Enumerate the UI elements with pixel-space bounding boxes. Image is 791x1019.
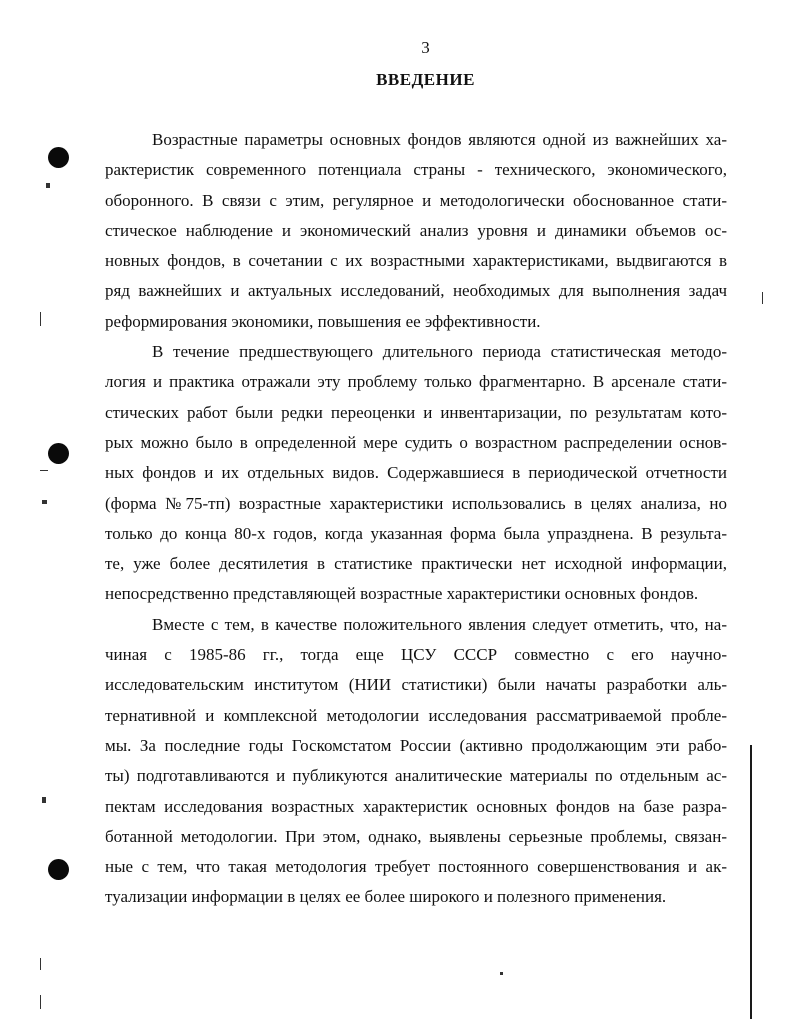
page-title: ВВЕДЕНИЕ — [376, 70, 475, 89]
text-line: непосредственно представляющей возрастные характеристики основных фондов. — [105, 584, 699, 604]
paragraph-1 — [105, 125, 727, 337]
text-line: логия и практика отражали эту проблему только фрагментарно. В арсенале стати- — [105, 372, 727, 392]
text-line: пектам исследования возрастных характеристик основных фондов на базе разра- — [105, 796, 727, 816]
punch-hole-icon — [48, 147, 69, 168]
text-line: ты) подготавливаются и публикуются аналитические материалы по отдельным ас- — [105, 766, 727, 786]
scan-speck — [40, 312, 41, 326]
scan-speck — [40, 995, 41, 1009]
scan-speck — [40, 958, 41, 970]
text-line: ные с тем, что такая методология требует постоянного совершенствования и ак- — [105, 857, 727, 877]
document-body — [105, 125, 727, 913]
text-line: ботанной методологии. При этом, однако, выявлены серьезные проблемы, связан- — [105, 826, 727, 846]
text-line: ряд важнейших и актуальных исследований, необходимых для выполнения задач — [105, 281, 727, 301]
text-line: мы. За последние годы Госкомстатом России (активно продолжающим эти рабо- — [105, 735, 727, 755]
paragraph-3 — [105, 610, 727, 913]
text-line: (форма №75-тп) возрастные характеристики использовались в целях анализа, но — [105, 493, 727, 513]
scan-speck — [42, 797, 46, 803]
text-line: тернативной и комплексной методологии исследования рассматриваемой пробле- — [105, 705, 727, 725]
scan-edge-line — [750, 745, 752, 1019]
text-line: рых можно было в определенной мере судить о возрастном распределении основ- — [105, 432, 727, 452]
scan-speck — [500, 972, 503, 975]
punch-hole-icon — [48, 443, 69, 464]
text-line: стических работ были редки переоценки и инвентаризации, по результатам кото- — [105, 402, 727, 422]
text-line: ных фондов и их отдельных видов. Содержавшиеся в периодической отчетности — [105, 463, 727, 483]
text-line: рактеристик современного потенциала страны - технического, экономического, — [105, 160, 727, 180]
text-line: чиная с 1985-86 гг., тогда еще ЦСУ СССР совместно с его научно- — [105, 645, 727, 665]
text-line: реформирования экономики, повышения ее эффективности. — [105, 311, 541, 331]
text-line: туализации информации в целях ее более широкого и полезного применения. — [105, 887, 667, 907]
paragraph-2 — [105, 337, 727, 610]
scan-speck — [42, 500, 47, 504]
punch-hole-icon — [48, 859, 69, 880]
scan-speck — [46, 183, 50, 188]
scan-speck — [762, 292, 763, 304]
text-line: те, уже более десятилетия в статистике практически нет исходной информации, — [105, 554, 727, 574]
text-line: Возрастные параметры основных фондов являются одной из важнейших ха- — [152, 130, 727, 149]
text-line: оборонного. В связи с этим, регулярное и методологически обоснованное стати- — [105, 190, 727, 210]
text-line: исследовательским институтом (НИИ статистики) были начаты разработки аль- — [105, 675, 727, 695]
text-line: Вместе с тем, в качестве положительного явления следует отметить, что, на- — [152, 614, 727, 634]
scan-speck — [40, 470, 48, 471]
text-line: стическое наблюдение и экономический анализ уровня и динамики объемов ос- — [105, 220, 727, 240]
text-line: только до конца 80-х годов, когда указанная форма была упразднена. В результа- — [105, 523, 727, 543]
text-line: В течение предшествующего длительного периода статистическая методо- — [152, 342, 727, 362]
text-line: новных фондов, в сочетании с их возрастными характеристиками, выдвигаются в — [105, 251, 727, 271]
page-number: 3 — [421, 38, 430, 57]
